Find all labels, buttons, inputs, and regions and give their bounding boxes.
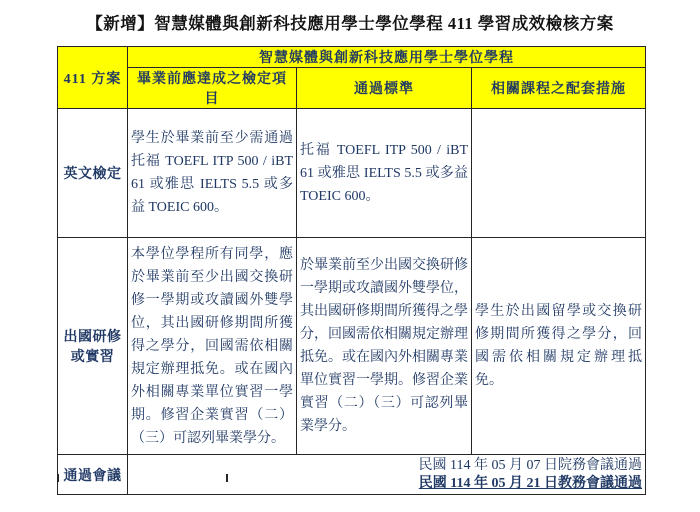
table-row-abroad — [58, 238, 646, 455]
approval-line-council: 民國 114 年 05 月 07 日院務會議通過 — [418, 457, 643, 473]
header-row-program — [58, 47, 646, 68]
english-requirement-cell: 學生於畢業前至少需通過托福 TOEFL ITP 500 / iBT 61 或雅思 IELTS 5.5 或多益 TOEIC 600。 — [128, 109, 297, 238]
column-header-standard: 通過標準 — [297, 68, 472, 109]
approval-dates-cell — [128, 455, 646, 495]
column-header-support: 相關課程之配套措施 — [472, 68, 646, 109]
table-row-approval — [58, 455, 646, 495]
program-header-cell: 智慧媒體與創新科技應用學士學位學程 — [128, 47, 646, 68]
row-label-abroad: 出國研修或實習 — [58, 238, 128, 455]
approval-label-cell: 通過會議 — [58, 455, 128, 495]
table-continuation-stub-mid — [226, 474, 228, 482]
corner-label-cell: 411 方案 — [58, 47, 128, 109]
approval-line-academic: 民國 114 年 05 月 21 日教務會議通過 — [418, 475, 643, 491]
table-row-english — [58, 109, 646, 238]
english-support-cell — [472, 109, 646, 238]
abroad-requirement-cell: 本學位學程所有同學，應於畢業前至少出國交換研修一學期或攻讀國外雙學位，其出國研修期間所獲得之學分，回國需依相關規定辦理抵免。或在國內外相關專業單位實習一學期。修習企業實習（二）（三）可認列畢業學分。 — [128, 238, 297, 455]
abroad-standard-cell: 於畢業前至少出國交換研修一學期或攻讀國外雙學位，其出國研修期間所獲得之學分，回國需依相關規定辦理抵免。或在國內外相關專業單位實習一學期。修習企業實習（二）（三）可認列畢業學分。 — [297, 238, 472, 455]
scheme-table — [57, 46, 646, 495]
column-header-requirement: 畢業前應達成之檢定項目 — [128, 68, 297, 109]
table-continuation-stub-left — [57, 474, 59, 482]
abroad-support-cell: 學生於出國留學或交換研修期間所獲得之學分，回國需依相關規定辦理抵免。 — [472, 238, 646, 455]
header-row-columns — [58, 68, 646, 109]
english-standard-cell: 托福 TOEFL ITP 500 / iBT 61 或雅思 IELTS 5.5 或多益 TOEIC 600。 — [297, 109, 472, 238]
row-label-english: 英文檢定 — [58, 109, 128, 238]
page-title: 【新增】智慧媒體與創新科技應用學士學位學程 411 學習成效檢核方案 — [86, 14, 614, 33]
